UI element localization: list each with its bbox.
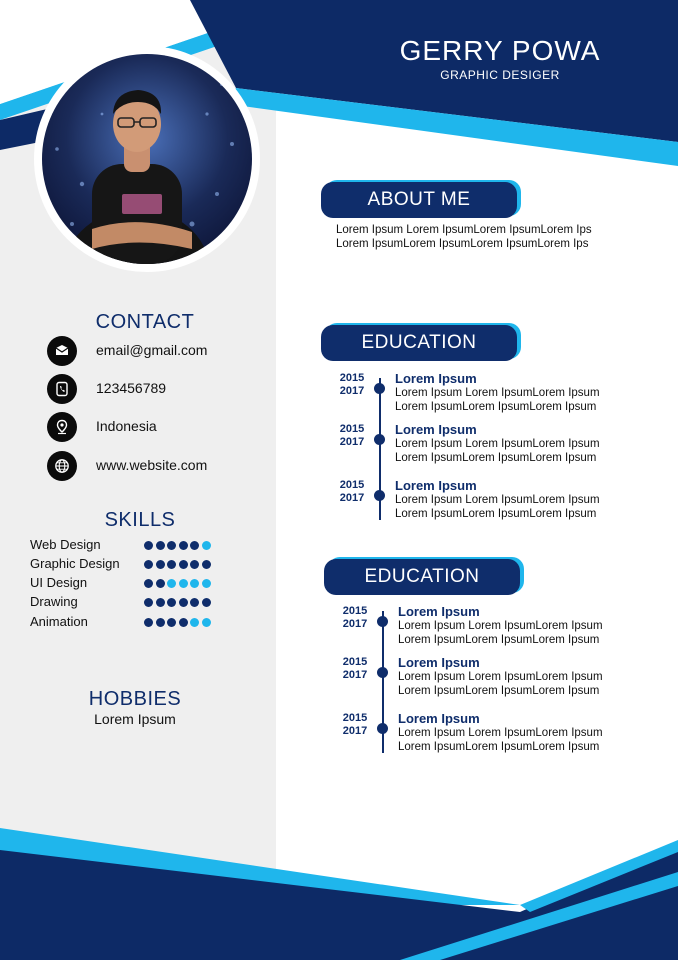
mail-icon <box>47 336 77 366</box>
education-title: Lorem Ipsum <box>398 711 480 726</box>
education-description: Lorem Ipsum Lorem IpsumLorem Ipsum Lorem IpsumLorem IpsumLorem Ipsum <box>398 727 603 753</box>
skill-name: Drawing <box>30 594 78 609</box>
skill-dot <box>167 618 176 627</box>
profile-photo <box>34 46 260 272</box>
skill-dot <box>167 560 176 569</box>
contact-email-text[interactable]: email@gmail.com <box>96 342 208 358</box>
skill-name: UI Design <box>30 575 88 590</box>
skill-row <box>30 594 230 612</box>
skills-heading: SKILLS <box>104 509 176 531</box>
skill-name: Web Design <box>30 537 101 552</box>
skill-dot <box>167 541 176 550</box>
education-description: Lorem Ipsum Lorem IpsumLorem Ipsum Lorem IpsumLorem IpsumLorem Ipsum <box>398 620 603 646</box>
contact-phone-text[interactable]: 123456789 <box>96 380 167 396</box>
skill-row <box>30 537 230 555</box>
about-me-heading: ABOUT ME <box>321 182 521 218</box>
location-pin-icon <box>47 412 77 442</box>
skill-dot <box>190 598 199 607</box>
skill-row <box>30 556 230 574</box>
education-description: Lorem Ipsum Lorem IpsumLorem Ipsum Lorem IpsumLorem IpsumLorem Ipsum <box>395 494 600 520</box>
skill-dot <box>179 618 188 627</box>
education-entry <box>337 423 647 469</box>
education-years: 2015 2017 <box>339 423 365 448</box>
education-description: Lorem Ipsum Lorem IpsumLorem Ipsum Lorem IpsumLorem IpsumLorem Ipsum <box>395 387 600 413</box>
skill-dot <box>190 541 199 550</box>
education-description: Lorem Ipsum Lorem IpsumLorem Ipsum Lorem IpsumLorem IpsumLorem Ipsum <box>395 438 600 464</box>
skill-dot <box>156 560 165 569</box>
education-title: Lorem Ipsum <box>395 422 477 437</box>
education-heading-1: EDUCATION <box>321 325 521 361</box>
skill-dot <box>144 598 153 607</box>
contact-location <box>47 412 267 442</box>
education-years: 2015 2017 <box>342 712 368 737</box>
education-title: Lorem Ipsum <box>395 478 477 493</box>
contact-website-text[interactable]: www.website.com <box>96 457 208 473</box>
education-title: Lorem Ipsum <box>398 655 480 670</box>
education-title: Lorem Ipsum <box>395 371 477 386</box>
contact-email <box>47 336 267 366</box>
skill-name: Graphic Design <box>30 556 120 571</box>
skill-dot <box>156 579 165 588</box>
header-name-block <box>380 36 620 82</box>
education-heading-2: EDUCATION <box>324 559 524 595</box>
skill-dot <box>202 618 211 627</box>
education-entry <box>337 372 647 418</box>
skill-dot <box>156 541 165 550</box>
skill-dot <box>179 560 188 569</box>
job-title: GRAPHIC DESIGER <box>440 68 560 82</box>
skill-dot <box>179 541 188 550</box>
skill-dot <box>190 618 199 627</box>
timeline-dot <box>374 383 385 394</box>
skill-dot <box>167 579 176 588</box>
skill-dot <box>144 579 153 588</box>
phone-icon <box>47 374 77 404</box>
skill-dot <box>144 560 153 569</box>
about-me-text: Lorem Ipsum Lorem IpsumLorem IpsumLorem Ips Lorem IpsumLorem IpsumLorem IpsumLorem Ips <box>336 224 592 250</box>
profile-photo-image <box>42 54 252 264</box>
skill-name: Animation <box>30 614 88 629</box>
skill-dot <box>202 541 211 550</box>
education-years: 2015 2017 <box>342 605 368 630</box>
skill-dot <box>156 618 165 627</box>
education-entry <box>340 656 650 702</box>
education-years: 2015 2017 <box>339 479 365 504</box>
skill-dot <box>156 598 165 607</box>
timeline-dot <box>377 667 388 678</box>
skill-dot <box>179 598 188 607</box>
education-years: 2015 2017 <box>342 656 368 681</box>
timeline-dot <box>377 616 388 627</box>
education-title: Lorem Ipsum <box>398 604 480 619</box>
education-entry <box>337 479 647 525</box>
timeline-dot <box>374 490 385 501</box>
contact-location-text: Indonesia <box>96 418 157 434</box>
skill-dot <box>144 541 153 550</box>
skill-dot <box>179 579 188 588</box>
globe-icon <box>47 451 77 481</box>
education-description: Lorem Ipsum Lorem IpsumLorem Ipsum Lorem IpsumLorem IpsumLorem Ipsum <box>398 671 603 697</box>
skill-dot <box>190 560 199 569</box>
contact-phone <box>47 374 267 404</box>
skill-dot <box>167 598 176 607</box>
skill-row <box>30 614 230 632</box>
education-entry <box>340 712 650 758</box>
timeline-dot <box>377 723 388 734</box>
skill-row <box>30 575 230 593</box>
skill-dot <box>202 579 211 588</box>
education-years: 2015 2017 <box>339 372 365 397</box>
hobbies-text: Lorem Ipsum <box>94 711 176 727</box>
person-name: GERRY POWA <box>399 35 601 66</box>
skill-dot <box>202 598 211 607</box>
hobbies-heading: HOBBIES <box>88 688 182 710</box>
skill-dot <box>202 560 211 569</box>
education-entry <box>340 605 650 651</box>
skill-dot <box>144 618 153 627</box>
timeline-dot <box>374 434 385 445</box>
contact-heading: CONTACT <box>95 311 195 333</box>
contact-website <box>47 451 267 481</box>
skill-dot <box>190 579 199 588</box>
